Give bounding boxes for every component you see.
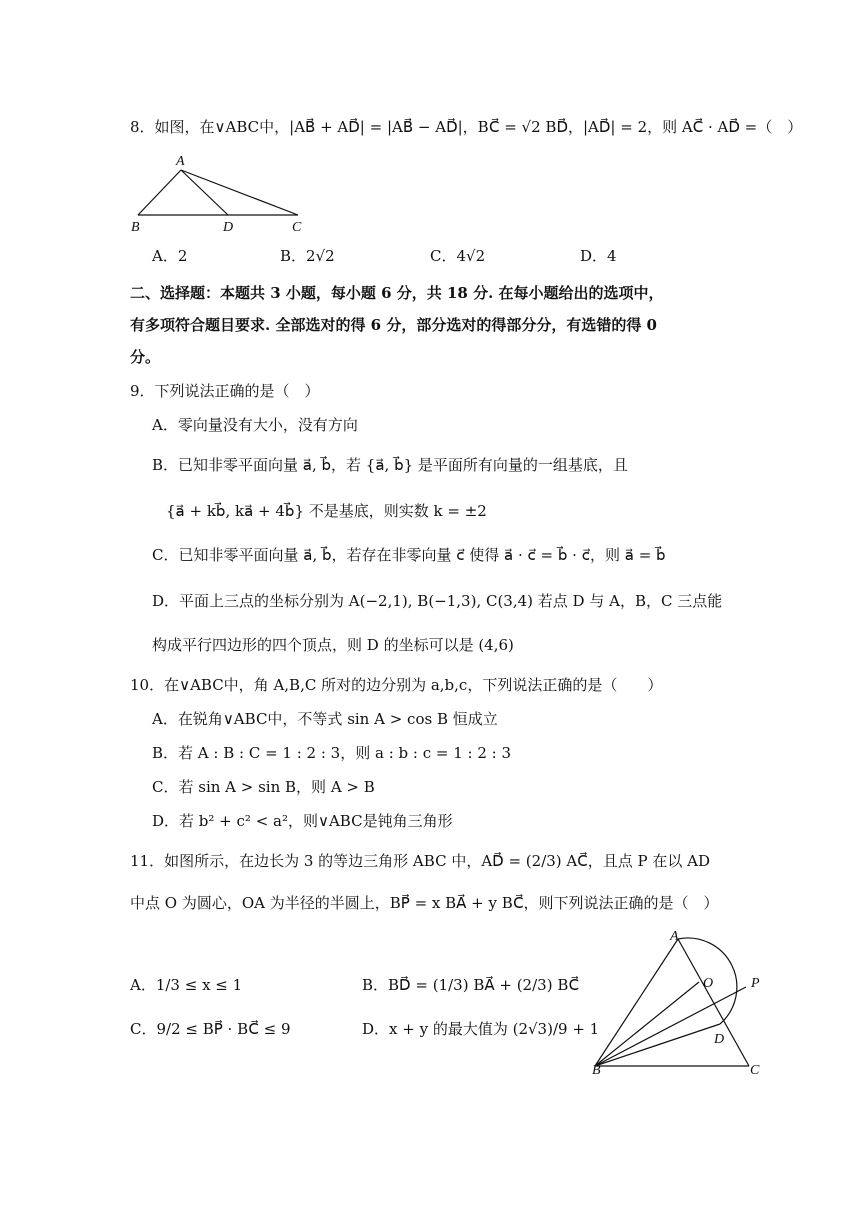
q8-option-a: A．2 bbox=[152, 247, 188, 265]
q9-option-b-line2: {a⃗ + kb⃗, ka⃗ + 4b⃗} 不是基底，则实数 k = ±2 bbox=[166, 502, 487, 520]
q11-option-c: C．9/2 ≤ BP⃗ · BC⃗ ≤ 9 bbox=[130, 1020, 291, 1038]
q11-label-o: O bbox=[703, 976, 714, 991]
q8-triangle-figure bbox=[128, 150, 308, 236]
q11-label-c: C bbox=[750, 1063, 760, 1078]
q11-option-d: D．x + y 的最大值为 (2√3)/9 + 1 bbox=[362, 1020, 600, 1038]
q11-triangle-semicircle-figure bbox=[586, 926, 770, 1082]
q10-option-c: C．若 sin A > sin B，则 A > B bbox=[152, 778, 375, 796]
q9-option-d-line1: D．平面上三点的坐标分别为 A(−2,1), B(−1,3), C(3,4) 若点 D 与 A，B，C 三点能 bbox=[152, 592, 723, 610]
q10-option-a: A．在锐角∨ABC中，不等式 sin A > cos B 恒成立 bbox=[152, 710, 498, 728]
section2-line-3: 分。 bbox=[130, 348, 161, 366]
q11-label-p: P bbox=[751, 976, 760, 991]
q10-option-d: D．若 b² + c² < a²，则∨ABC是钝角三角形 bbox=[152, 812, 453, 830]
q8-label-b: B bbox=[131, 220, 140, 235]
q10-stem: 10．在∨ABC中，角 A,B,C 所对的边分别为 a,b,c，下列说法正确的是（ ） bbox=[130, 676, 663, 694]
q11-option-a: A．1/3 ≤ x ≤ 1 bbox=[130, 976, 243, 994]
q8-stem: 8．如图，在∨ABC中，|AB⃗ + AD⃗| = |AB⃗ − AD⃗|，BC⃗ = √2 BD⃗，|AD⃗| = 2，则 AC⃗ · AD⃗ =（ ） bbox=[130, 118, 803, 136]
q8-label-d: D bbox=[223, 220, 234, 235]
q8-option-b: B．2√2 bbox=[280, 247, 335, 265]
q8-label-a: A bbox=[176, 154, 185, 169]
q11-label-d: D bbox=[714, 1032, 725, 1047]
q11-label-b: B bbox=[592, 1063, 601, 1078]
section2-line-1: 二、选择题：本题共 3 小题，每小题 6 分，共 18 分. 在每小题给出的选项中， bbox=[130, 284, 664, 302]
q8-option-c: C．4√2 bbox=[430, 247, 486, 265]
q11-label-a: A bbox=[670, 929, 679, 944]
q8-label-c: C bbox=[292, 220, 302, 235]
q9-option-c: C．已知非零平面向量 a⃗, b⃗，若存在非零向量 c⃗ 使得 a⃗ · c⃗ = b⃗ · c⃗，则 a⃗ = b⃗ bbox=[152, 546, 666, 564]
q10-option-b: B．若 A : B : C = 1 : 2 : 3，则 a : b : c = 1 : 2 : 3 bbox=[152, 744, 512, 762]
q8-option-d: D．4 bbox=[580, 247, 617, 265]
q9-option-b-line1: B．已知非零平面向量 a⃗, b⃗，若 {a⃗, b⃗} 是平面所有向量的一组基底，且 bbox=[152, 456, 628, 474]
q11-stem-line1: 11．如图所示，在边长为 3 的等边三角形 ABC 中，AD⃗ = (2/3) AC⃗，且点 P 在以 AD bbox=[130, 852, 710, 870]
q9-option-a: A．零向量没有大小，没有方向 bbox=[152, 416, 358, 434]
q11-option-b: B．BD⃗ = (1/3) BA⃗ + (2/3) BC⃗ bbox=[362, 976, 580, 994]
section2-line-2: 有多项符合题目要求. 全部选对的得 6 分，部分选对的得部分分，有选错的得 0 bbox=[130, 316, 657, 334]
q9-stem: 9．下列说法正确的是（ ） bbox=[130, 382, 320, 400]
q9-option-d-line2: 构成平行四边形的四个顶点，则 D 的坐标可以是 (4,6) bbox=[152, 636, 514, 654]
q11-stem-line2: 中点 O 为圆心，OA 为半径的半圆上，BP⃗ = x BA⃗ + y BC⃗，则下列说法正确的是（ ） bbox=[130, 894, 719, 912]
